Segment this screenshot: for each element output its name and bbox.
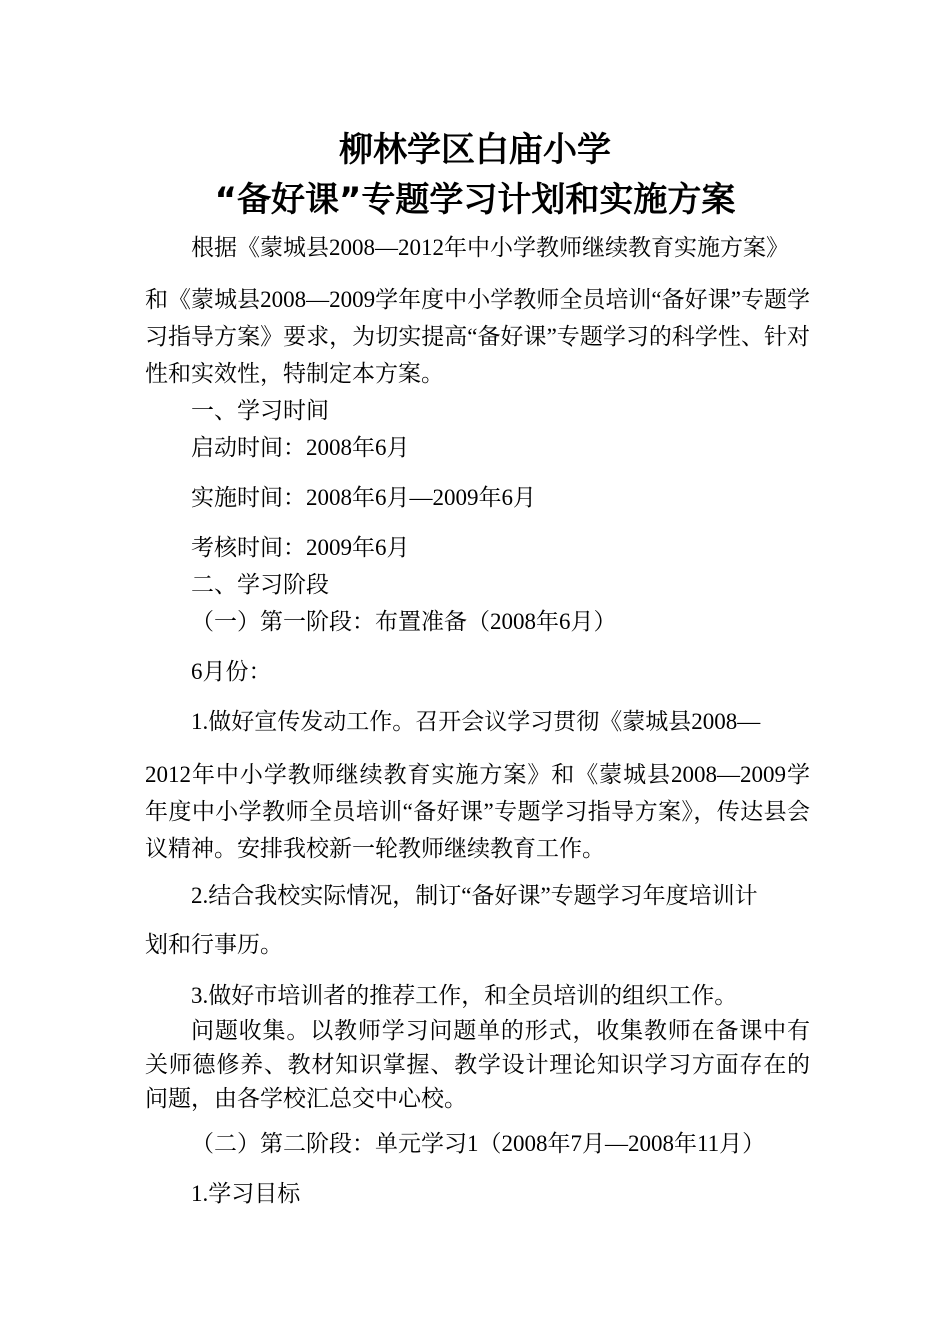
stage1-heading: （一）第一阶段：布置准备（2008年6月）	[191, 609, 617, 634]
stage1-item3: 3.做好市培训者的推荐工作，和全员培训的组织工作。	[191, 983, 738, 1008]
section1-heading: 一、学习时间	[191, 398, 329, 423]
stage1-item2-first-line: 2.结合我校实际情况，制订“备好课”专题学习年度培训计	[191, 883, 758, 908]
start-time: 启动时间：2008年6月	[191, 435, 410, 460]
problem-collection-paragraph: 问题收集。以教师学习问题单的形式，收集教师在备课中有关师德修养、教材知识掌握、教学设计理论知识学习方面存在的问题，由各学校汇总交中心校。	[145, 1018, 810, 1111]
stage2-heading: （二）第二阶段：单元学习1（2008年7月—2008年11月）	[191, 1131, 766, 1156]
assessment-time: 考核时间：2009年6月	[191, 535, 410, 560]
intro-first-line: 根据《蒙城县2008—2012年中小学教师继续教育实施方案》	[191, 235, 789, 260]
stage2-goal: 1.学习目标	[191, 1181, 301, 1206]
section2-heading: 二、学习阶段	[191, 572, 329, 597]
document-title-line2: “备好课”专题学习计划和实施方案	[214, 180, 736, 220]
stage1-item2-second-line: 划和行事历。	[145, 932, 283, 957]
intro-paragraph: 和《蒙城县2008—2009学年度中小学教师全员培训“备好课”专题学习指导方案》要求，为切实提高“备好课”专题学习的科学性、针对性和实效性，特制定本方案。	[145, 287, 810, 386]
stage1-item1-paragraph: 2012年中小学教师继续教育实施方案》和《蒙城县2008—2009学年度中小学教师全员培训“备好课”专题学习指导方案》，传达县会议精神。安排我校新一轮教师继续教育工作。	[145, 762, 810, 861]
implementation-time: 实施时间：2008年6月—2009年6月	[191, 485, 536, 510]
stage1-month: 6月份：	[191, 659, 272, 684]
stage1-item1-first-line: 1.做好宣传发动工作。召开会议学习贯彻《蒙城县2008—	[191, 709, 761, 734]
document-title-line1: 柳林学区白庙小学	[339, 130, 611, 170]
